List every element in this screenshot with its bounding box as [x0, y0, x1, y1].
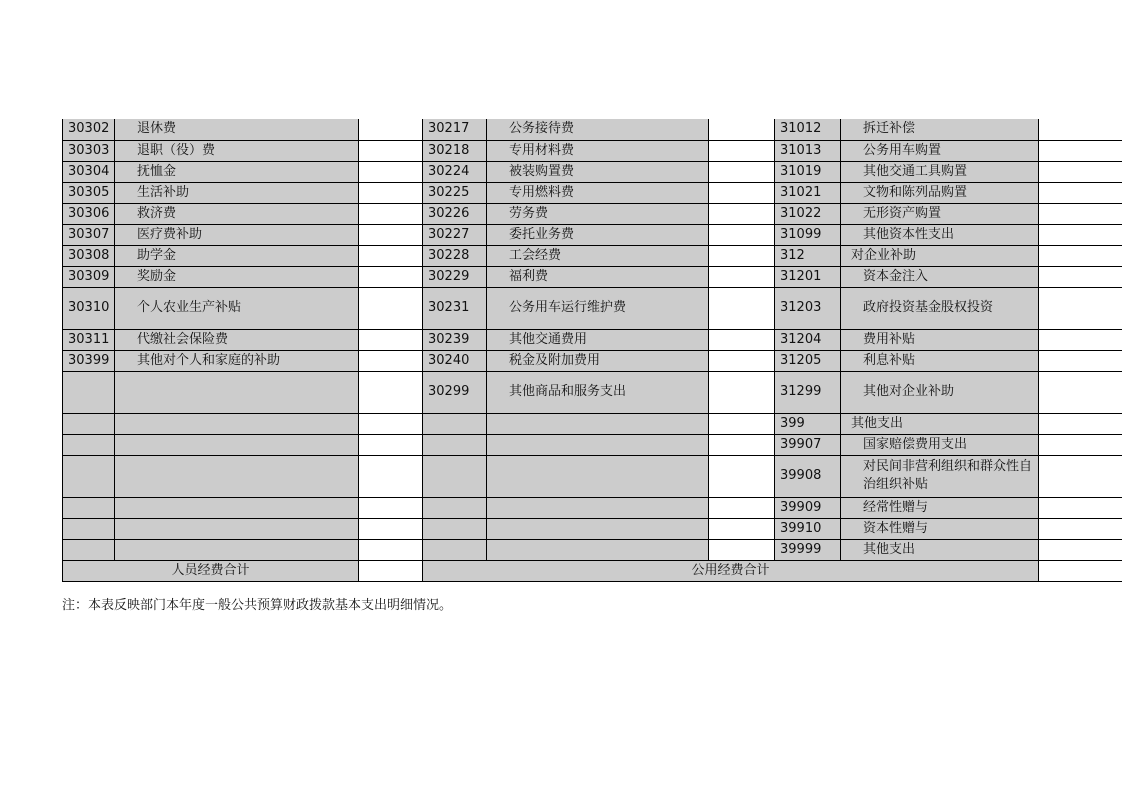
capital-amount — [1039, 161, 1122, 182]
capital-code: 31013 — [775, 140, 841, 161]
personnel-code: 30306 — [63, 203, 115, 224]
capital-amount — [1039, 224, 1122, 245]
personnel-code — [63, 518, 115, 539]
capital-name: 拆迁补偿 — [841, 119, 1039, 140]
capital-name: 文物和陈列品购置 — [841, 182, 1039, 203]
personnel-code — [63, 539, 115, 560]
personnel-name: 抚恤金 — [115, 161, 359, 182]
personnel-amount — [359, 161, 423, 182]
capital-amount — [1039, 287, 1122, 329]
capital-code: 39908 — [775, 455, 841, 497]
table-row — [63, 497, 1122, 518]
table-row — [63, 266, 1122, 287]
personnel-amount — [359, 413, 423, 434]
capital-name: 费用补贴 — [841, 329, 1039, 350]
table-row — [63, 119, 1122, 140]
public-amount — [709, 350, 775, 371]
personnel-amount — [359, 518, 423, 539]
personnel-name — [115, 518, 359, 539]
public-name — [487, 539, 709, 560]
public-code — [423, 455, 487, 497]
personnel-code: 30310 — [63, 287, 115, 329]
personnel-amount — [359, 434, 423, 455]
personnel-name — [115, 539, 359, 560]
personnel-code: 30305 — [63, 182, 115, 203]
public-name: 其他商品和服务支出 — [487, 371, 709, 413]
personnel-amount — [359, 350, 423, 371]
personnel-code: 30304 — [63, 161, 115, 182]
personnel-name: 奖励金 — [115, 266, 359, 287]
capital-code: 31203 — [775, 287, 841, 329]
public-amount — [709, 518, 775, 539]
personnel-amount — [359, 539, 423, 560]
personnel-amount — [359, 287, 423, 329]
personnel-code: 30308 — [63, 245, 115, 266]
personnel-name — [115, 413, 359, 434]
personnel-name: 救济费 — [115, 203, 359, 224]
public-name: 其他交通费用 — [487, 329, 709, 350]
public-code — [423, 518, 487, 539]
capital-code: 31019 — [775, 161, 841, 182]
personnel-code: 30307 — [63, 224, 115, 245]
public-amount — [709, 182, 775, 203]
capital-code: 31022 — [775, 203, 841, 224]
public-amount — [709, 329, 775, 350]
capital-name: 无形资产购置 — [841, 203, 1039, 224]
table-row — [63, 518, 1122, 539]
personnel-code — [63, 434, 115, 455]
capital-amount — [1039, 140, 1122, 161]
public-code: 30231 — [423, 287, 487, 329]
public-code: 30229 — [423, 266, 487, 287]
personnel-name: 助学金 — [115, 245, 359, 266]
public-name — [487, 455, 709, 497]
public-name — [487, 518, 709, 539]
table-row — [63, 434, 1122, 455]
capital-amount — [1039, 434, 1122, 455]
personnel-code: 30399 — [63, 350, 115, 371]
personnel-amount — [359, 182, 423, 203]
public-amount — [709, 140, 775, 161]
table-row — [63, 140, 1122, 161]
capital-name: 国家赔偿费用支出 — [841, 434, 1039, 455]
table-row — [63, 350, 1122, 371]
capital-code: 31012 — [775, 119, 841, 140]
public-name: 劳务费 — [487, 203, 709, 224]
capital-name: 公务用车购置 — [841, 140, 1039, 161]
personnel-amount — [359, 266, 423, 287]
table-row — [63, 287, 1122, 329]
capital-code: 31021 — [775, 182, 841, 203]
capital-amount — [1039, 497, 1122, 518]
capital-name: 其他支出 — [841, 539, 1039, 560]
personnel-name — [115, 434, 359, 455]
public-code — [423, 497, 487, 518]
public-name: 被装购置费 — [487, 161, 709, 182]
personnel-name: 退休费 — [115, 119, 359, 140]
public-amount — [709, 413, 775, 434]
public-name: 公务接待费 — [487, 119, 709, 140]
table-row — [63, 455, 1122, 497]
capital-code: 399 — [775, 413, 841, 434]
public-amount — [709, 203, 775, 224]
personnel-name — [115, 497, 359, 518]
capital-name: 资本金注入 — [841, 266, 1039, 287]
public-name — [487, 497, 709, 518]
capital-amount — [1039, 245, 1122, 266]
capital-code: 39999 — [775, 539, 841, 560]
capital-amount — [1039, 266, 1122, 287]
table-body — [63, 119, 1122, 560]
public-code: 30224 — [423, 161, 487, 182]
capital-amount — [1039, 203, 1122, 224]
personnel-name: 个人农业生产补贴 — [115, 287, 359, 329]
personnel-amount — [359, 497, 423, 518]
public-name: 专用燃料费 — [487, 182, 709, 203]
capital-code: 312 — [775, 245, 841, 266]
table-row — [63, 224, 1122, 245]
public-code: 30227 — [423, 224, 487, 245]
public-code: 30239 — [423, 329, 487, 350]
public-total-value — [1039, 560, 1122, 581]
personnel-amount — [359, 245, 423, 266]
public-code — [423, 539, 487, 560]
public-amount — [709, 119, 775, 140]
personnel-code — [63, 455, 115, 497]
public-amount — [709, 224, 775, 245]
table-footnote: 注：本表反映部门本年度一般公共预算财政拨款基本支出明细情况。 — [62, 598, 453, 613]
personnel-name: 医疗费补助 — [115, 224, 359, 245]
public-total-label: 公用经费合计 — [423, 560, 1039, 581]
capital-name: 经常性赠与 — [841, 497, 1039, 518]
capital-code: 39909 — [775, 497, 841, 518]
public-amount — [709, 371, 775, 413]
capital-amount — [1039, 329, 1122, 350]
personnel-amount — [359, 203, 423, 224]
public-code: 30299 — [423, 371, 487, 413]
public-amount — [709, 434, 775, 455]
table-row — [63, 245, 1122, 266]
public-code: 30218 — [423, 140, 487, 161]
public-amount — [709, 497, 775, 518]
personnel-code: 30303 — [63, 140, 115, 161]
public-code: 30225 — [423, 182, 487, 203]
personnel-code: 30302 — [63, 119, 115, 140]
capital-amount — [1039, 413, 1122, 434]
personnel-code — [63, 413, 115, 434]
personnel-code: 30309 — [63, 266, 115, 287]
capital-code: 31201 — [775, 266, 841, 287]
personnel-amount — [359, 329, 423, 350]
public-amount — [709, 266, 775, 287]
capital-code: 39910 — [775, 518, 841, 539]
capital-name: 其他资本性支出 — [841, 224, 1039, 245]
personnel-code — [63, 371, 115, 413]
table-row — [63, 203, 1122, 224]
capital-name: 其他对企业补助 — [841, 371, 1039, 413]
public-code: 30228 — [423, 245, 487, 266]
personnel-total-label: 人员经费合计 — [63, 560, 359, 581]
capital-code: 31204 — [775, 329, 841, 350]
public-code — [423, 413, 487, 434]
capital-name: 利息补贴 — [841, 350, 1039, 371]
capital-name: 对企业补助 — [841, 245, 1039, 266]
capital-code: 39907 — [775, 434, 841, 455]
public-name — [487, 413, 709, 434]
personnel-name: 生活补助 — [115, 182, 359, 203]
personnel-code: 30311 — [63, 329, 115, 350]
capital-name: 其他支出 — [841, 413, 1039, 434]
totals-row — [63, 560, 1122, 581]
personnel-amount — [359, 224, 423, 245]
table-row — [63, 329, 1122, 350]
personnel-name — [115, 371, 359, 413]
public-code: 30217 — [423, 119, 487, 140]
public-name: 专用材料费 — [487, 140, 709, 161]
personnel-code — [63, 497, 115, 518]
capital-name: 对民间非营利组织和群众性自治组织补贴 — [841, 455, 1039, 497]
public-code: 30240 — [423, 350, 487, 371]
public-name: 工会经费 — [487, 245, 709, 266]
budget-detail-table — [62, 119, 1122, 582]
capital-amount — [1039, 350, 1122, 371]
personnel-amount — [359, 455, 423, 497]
capital-amount — [1039, 518, 1122, 539]
personnel-total-value — [359, 560, 423, 581]
public-name: 委托业务费 — [487, 224, 709, 245]
capital-code: 31299 — [775, 371, 841, 413]
capital-amount — [1039, 371, 1122, 413]
table-row — [63, 539, 1122, 560]
table-row — [63, 371, 1122, 413]
capital-amount — [1039, 182, 1122, 203]
public-name — [487, 434, 709, 455]
personnel-amount — [359, 119, 423, 140]
public-name: 公务用车运行维护费 — [487, 287, 709, 329]
table-row — [63, 413, 1122, 434]
public-amount — [709, 455, 775, 497]
personnel-name: 代缴社会保险费 — [115, 329, 359, 350]
capital-code: 31205 — [775, 350, 841, 371]
personnel-name — [115, 455, 359, 497]
public-amount — [709, 287, 775, 329]
capital-name: 其他交通工具购置 — [841, 161, 1039, 182]
capital-amount — [1039, 455, 1122, 497]
public-amount — [709, 539, 775, 560]
public-code: 30226 — [423, 203, 487, 224]
personnel-name: 其他对个人和家庭的补助 — [115, 350, 359, 371]
personnel-amount — [359, 140, 423, 161]
public-code — [423, 434, 487, 455]
public-name: 福利费 — [487, 266, 709, 287]
capital-name: 政府投资基金股权投资 — [841, 287, 1039, 329]
public-name: 税金及附加费用 — [487, 350, 709, 371]
table-row — [63, 161, 1122, 182]
capital-amount — [1039, 119, 1122, 140]
capital-amount — [1039, 539, 1122, 560]
public-amount — [709, 161, 775, 182]
personnel-amount — [359, 371, 423, 413]
personnel-name: 退职（役）费 — [115, 140, 359, 161]
capital-name: 资本性赠与 — [841, 518, 1039, 539]
table-row — [63, 182, 1122, 203]
capital-code: 31099 — [775, 224, 841, 245]
public-amount — [709, 245, 775, 266]
